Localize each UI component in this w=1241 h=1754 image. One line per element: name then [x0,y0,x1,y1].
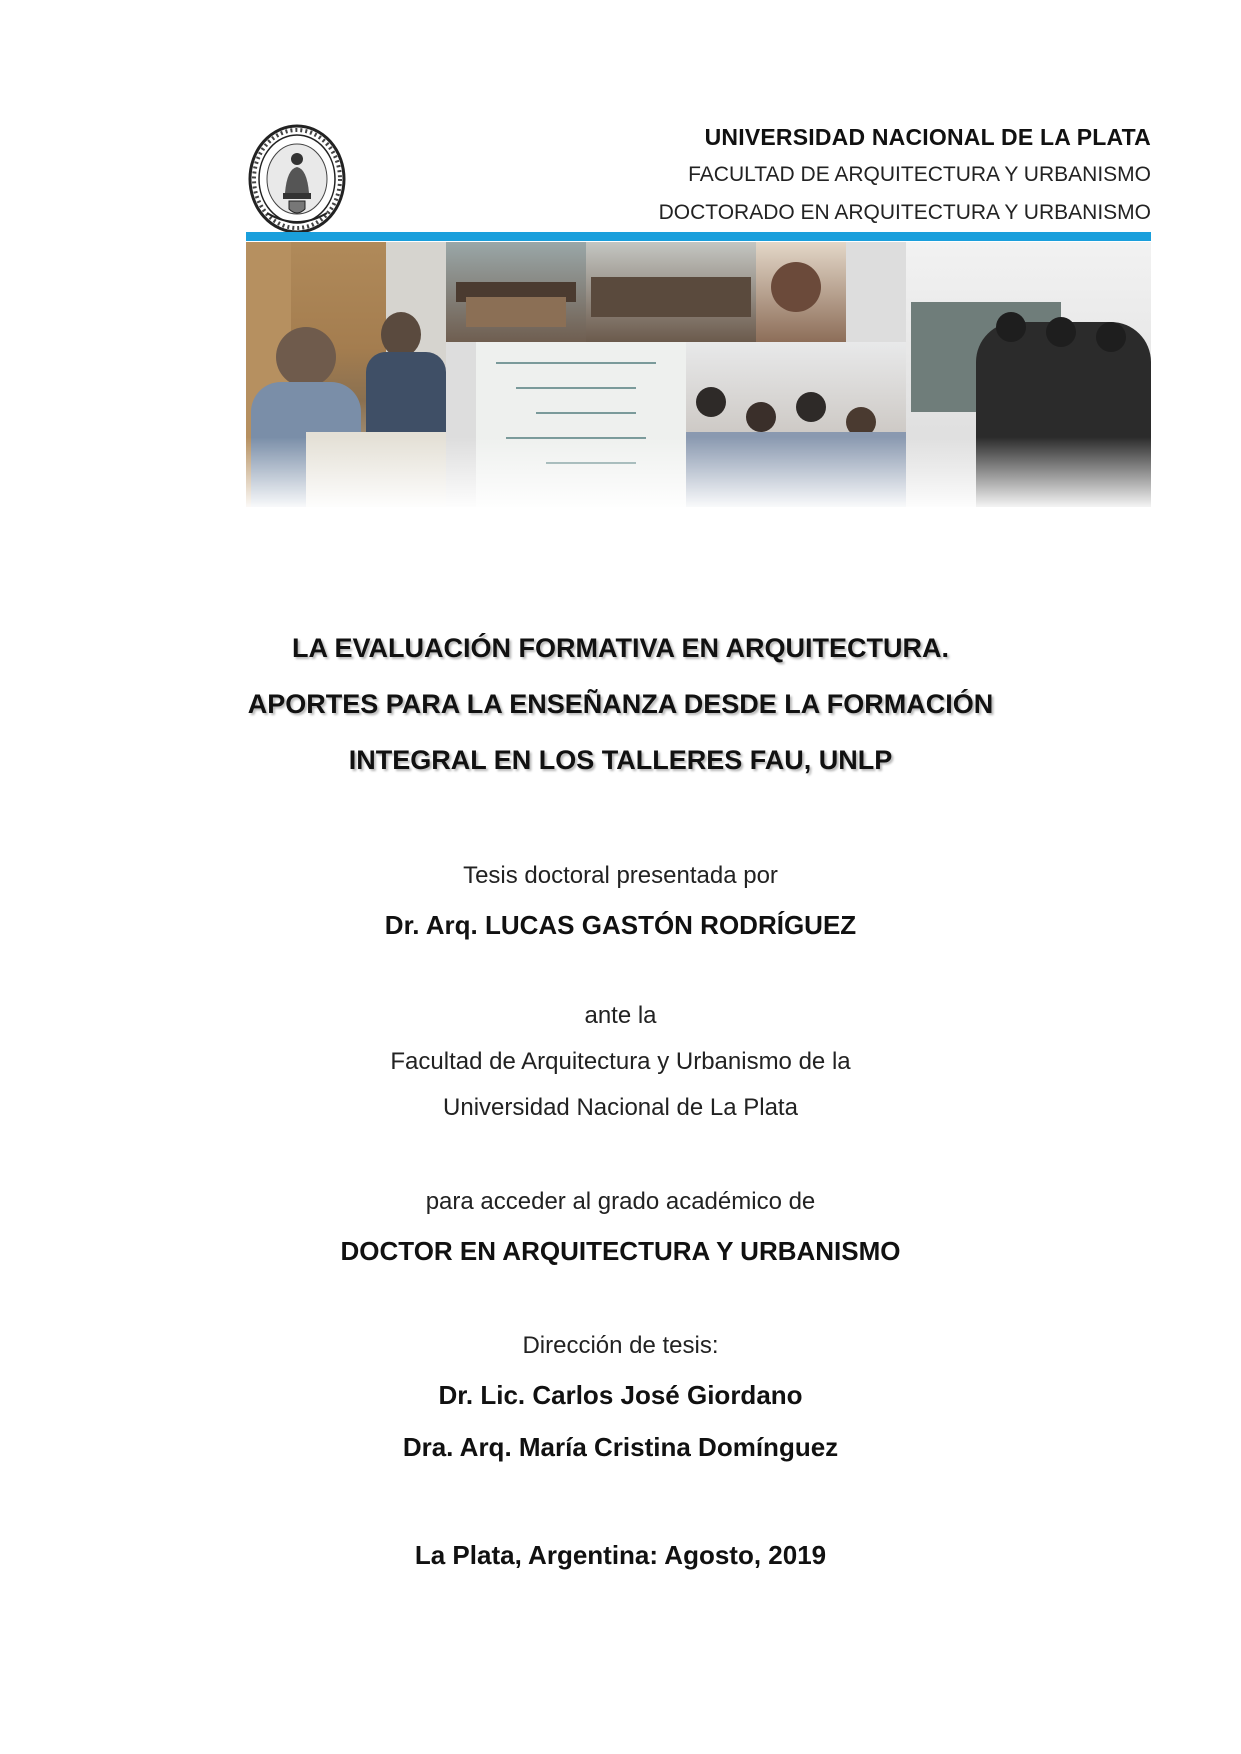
title-line-2: APORTES PARA LA ENSEÑANZA DESDE LA FORMACIÓN [247,689,994,719]
institution-header [659,118,1151,232]
header-blue-rule [246,232,1151,241]
title-line-3: INTEGRAL EN LOS TALLERES FAU, UNLP [348,745,893,775]
collage-fade [246,437,1151,507]
author-name: Dr. Arq. LUCAS GASTÓN RODRÍGUEZ [384,910,857,940]
photo-classroom-3 [756,242,846,342]
photo-classroom-1 [446,242,586,342]
degree-name: DOCTOR EN ARQUITECTURA Y URBANISMO [340,1236,901,1266]
university-seal-icon [247,123,347,236]
direction-label: Dirección de tesis: [522,1332,719,1359]
before-label: ante la [584,1002,657,1029]
university-name: UNIVERSIDAD NACIONAL DE LA PLATA [704,124,1151,150]
degree-label: para acceder al grado académico de [425,1188,816,1215]
faculty-name: FACULTAD DE ARQUITECTURA Y URBANISMO [688,163,1151,186]
director-2: Dra. Arq. María Cristina Domínguez [402,1432,839,1462]
program-name: DOCTORADO EN ARQUITECTURA Y URBANISMO [658,201,1151,224]
photo-classroom-2 [586,242,756,342]
thesis-title [0,620,1241,788]
place-date: La Plata, Argentina: Agosto, 2019 [414,1540,827,1570]
director-1: Dr. Lic. Carlos José Giordano [438,1380,803,1410]
title-line-1: LA EVALUACIÓN FORMATIVA EN ARQUITECTURA. [292,633,949,663]
workshop-photo-collage [246,242,1151,507]
presented-label: Tesis doctoral presentada por [463,862,778,889]
university-line: Universidad Nacional de La Plata [443,1094,798,1121]
faculty-line: Facultad de Arquitectura y Urbanismo de la [390,1048,851,1075]
